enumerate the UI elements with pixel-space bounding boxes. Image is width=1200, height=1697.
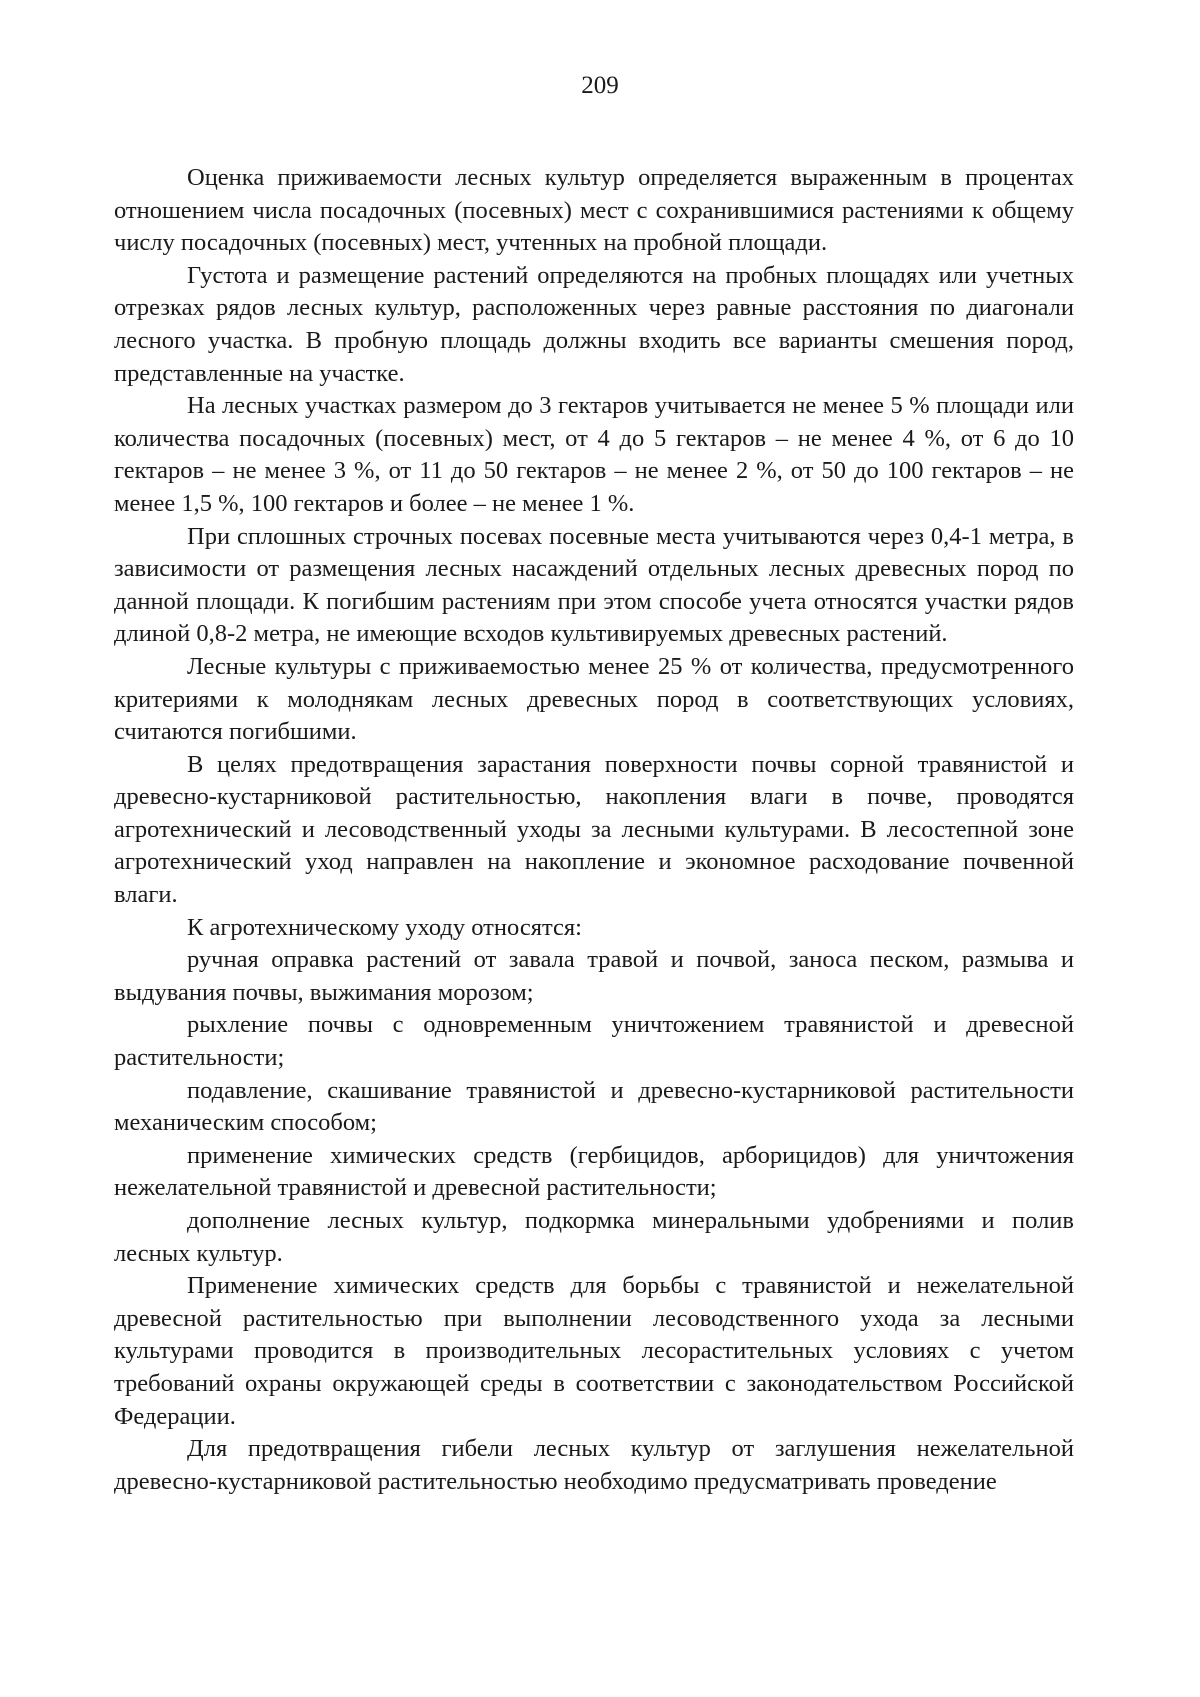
list-item-mechanical-suppression: подавление, скашивание травянистой и древесно-кустарниковой растительности механическим способом;: [114, 1076, 1074, 1137]
list-item-supplementing-fertilizing: дополнение лесных культур, подкормка минеральными удобрениями и полив лесных культур.: [114, 1207, 1074, 1267]
paragraph-density-placement: Густота и размещение растений определяются на пробных площадях или учетных отрезках рядов лесных культур, расположенных через равные расстояния по диагонали лесного участка. В пробную площадь должны входить все варианты смешения пород, представленные на участке.: [114, 261, 1074, 387]
list-item-soil-loosening: рыхление почвы с одновременным уничтожением травянистой и древесной растительности;: [114, 1011, 1074, 1072]
paragraph-dead-cultures: Лесные культуры с приживаемостью менее 25 % от количества, предусмотренного критериями к молоднякам лесных древесных пород в соответствующих условиях, считаются погибшими.: [114, 652, 1074, 746]
paragraph-agrotech-care-intro: К агротехническому уходу относятся:: [187, 913, 582, 941]
document-body: [114, 162, 1074, 1498]
paragraph-chemical-application: Применение химических средств для борьбы с травянистой и нежелательной древесной растительностью при выполнении лесоводственного ухода за лесными культурами проводится в производительных лесорастительных условиях с учетом требований охраны окружающей среды в соответствии с законодательством Российской Федерации.: [114, 1272, 1074, 1430]
paragraph-plot-size-percentages: На лесных участках размером до 3 гектаров учитывается не менее 5 % площади или количества посадочных (посевных) мест, от 4 до 5 гектаров – не менее 4 %, от 6 до 10 гектаров – не менее 3 %, от 11 до 50 гектаров – не менее 2 %, от 50 до 100 гектаров – не менее 1,5 %, 100 гектаров и более – не менее 1 %.: [114, 392, 1074, 517]
list-item-manual-straightening: ручная оправка растений от завала травой и почвой, заноса песком, размыва и выдувания почвы, выжимания морозом;: [114, 946, 1074, 1006]
paragraph-care-purpose: В целях предотвращения зарастания поверхности почвы сорной травянистой и древесно-кустарниковой растительностью, накопления влаги в почве, проводятся агротехнический и лесоводственный уходы за лесными культурами. В лесостепной зоне агротехнический уход направлен на накопление и экономное расходование почвенной влаги.: [114, 750, 1074, 909]
page-number: 209: [581, 72, 619, 99]
paragraph-survival-assessment: Оценка приживаемости лесных культур определяется выраженным в процентах отношением числа посадочных (посевных) мест с сохранившимися растениями к общему числу посадочных (посевных) мест, учтенных на пробной площади.: [114, 164, 1074, 257]
paragraph-prevent-suppression: Для предотвращения гибели лесных культур от заглушения нежелательной древесно-кустарниковой растительностью необходимо предусматривать проведение: [114, 1435, 1074, 1495]
paragraph-row-sowing: При сплошных строчных посевах посевные места учитываются через 0,4-1 метра, в зависимости от размещения лесных насаждений отдельных лесных древесных пород по данной площади. К погибшим растениям при этом способе учета относятся участки рядов длиной 0,8-2 метра, не имеющие всходов культивируемых древесных растений.: [114, 522, 1074, 648]
list-item-chemical-means: применение химических средств (гербицидов, арборицидов) для уничтожения нежелательной травянистой и древесной растительности;: [114, 1141, 1074, 1202]
